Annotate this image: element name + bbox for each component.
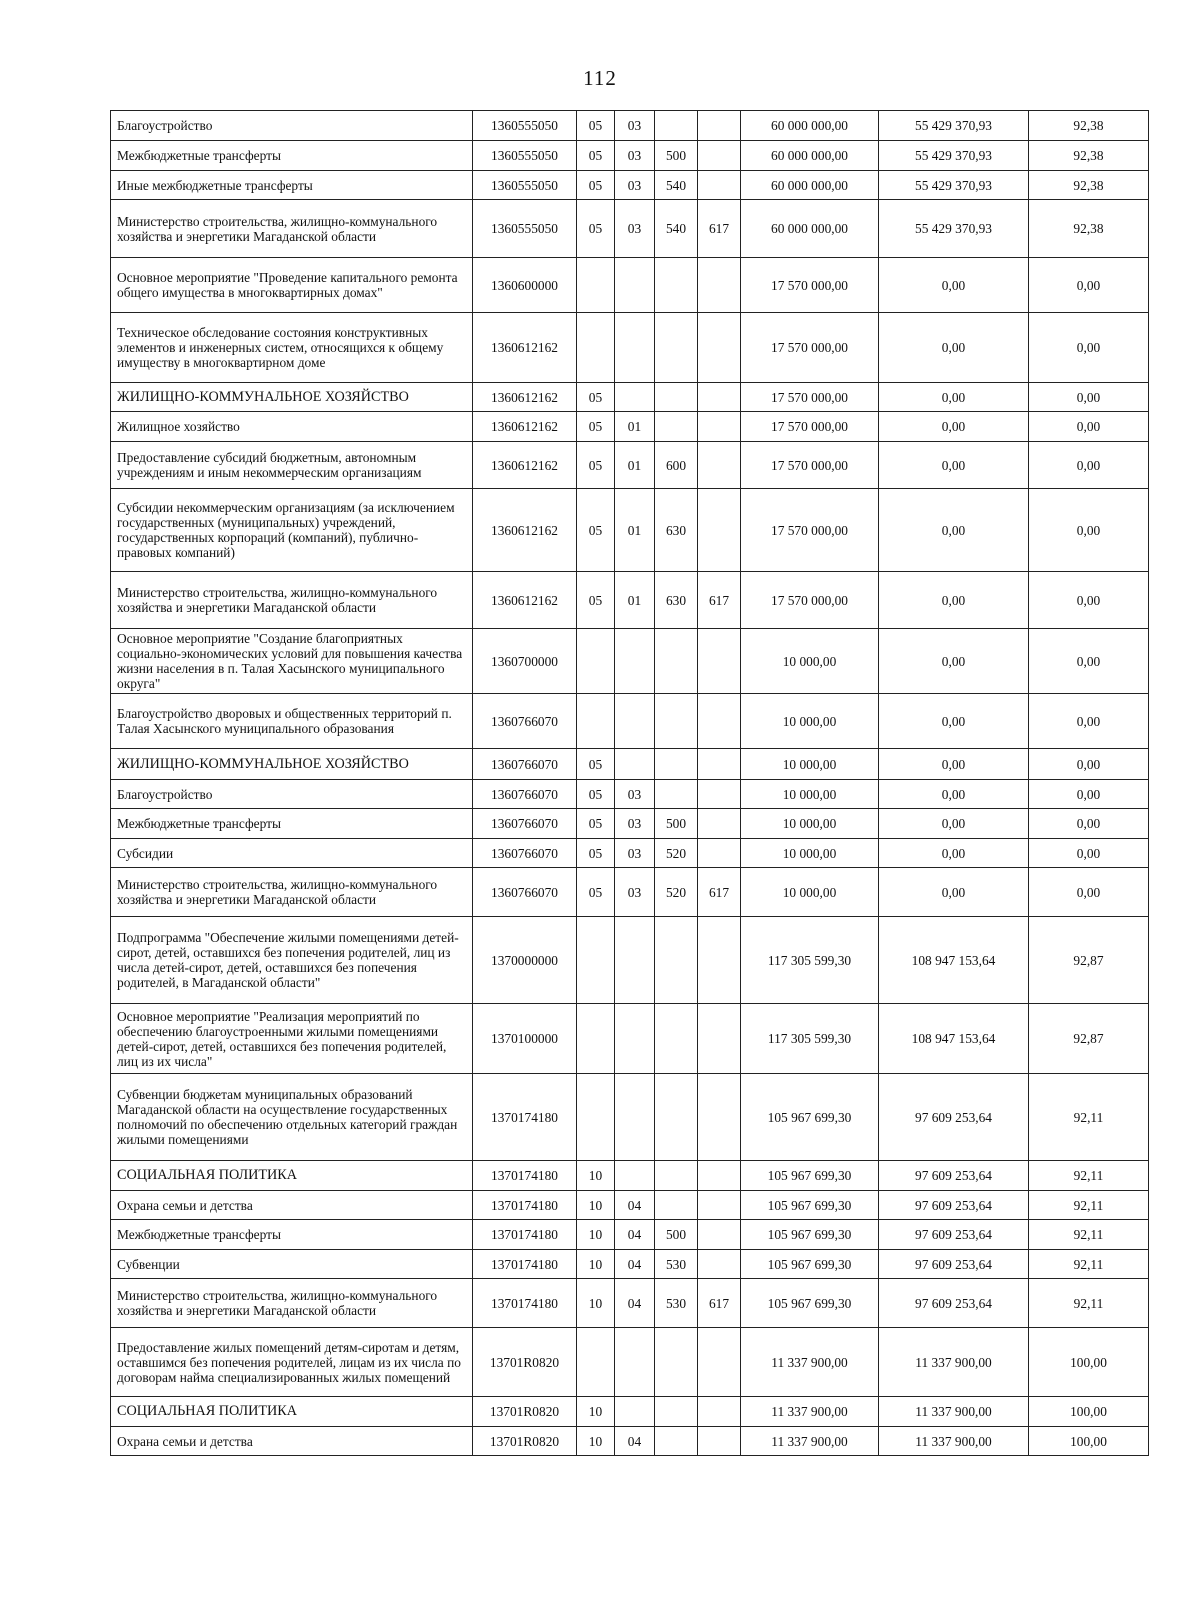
cell-vr: 500 [655,141,698,171]
table-row [111,868,1149,917]
cell-gr [698,1004,741,1074]
cell-vr [655,412,698,442]
cell-vr [655,313,698,383]
cell-gr [698,1427,741,1456]
table-row [111,171,1149,200]
table-row [111,1161,1149,1191]
cell-vr: 630 [655,489,698,572]
cell-pr: 04 [615,1279,655,1328]
cell-rz: 05 [577,442,615,489]
cell-pct: 92,87 [1029,1004,1149,1074]
cell-gr [698,629,741,694]
cell-code: 1370174180 [473,1250,577,1279]
cell-code: 1370000000 [473,917,577,1004]
cell-pr: 04 [615,1220,655,1250]
cell-gr [698,1328,741,1397]
table-row [111,780,1149,809]
cell-pct: 0,00 [1029,313,1149,383]
cell-code: 1360766070 [473,749,577,780]
cell-gr [698,917,741,1004]
cell-rz: 05 [577,868,615,917]
cell-rz: 05 [577,200,615,258]
cell-pct: 0,00 [1029,749,1149,780]
cell-code: 1360766070 [473,839,577,868]
cell-pr: 03 [615,839,655,868]
table-row [111,111,1149,141]
cell-rz [577,1004,615,1074]
cell-code: 1360612162 [473,442,577,489]
cell-fact: 97 609 253,64 [879,1279,1029,1328]
table-row [111,809,1149,839]
cell-code: 1360612162 [473,313,577,383]
cell-name: Основное мероприятие "Реализация мероприятий по обеспечению благоустроенными жилыми помещениями детей-сирот, детей, оставшихся без попечения родителей, лиц из их числа" [111,1004,473,1074]
cell-rz [577,313,615,383]
table-row [111,749,1149,780]
cell-pct: 92,11 [1029,1279,1149,1328]
cell-code: 13701R0820 [473,1427,577,1456]
cell-pr [615,917,655,1004]
cell-pr: 01 [615,489,655,572]
table-row [111,1191,1149,1220]
cell-code: 1360612162 [473,489,577,572]
cell-pr [615,313,655,383]
cell-vr [655,629,698,694]
cell-fact: 0,00 [879,572,1029,629]
cell-name: Субсидии некоммерческим организациям (за исключением государственных (муниципальных) учреждений, государственных корпораций (компаний), публично-правовых компаний) [111,489,473,572]
cell-pr: 03 [615,200,655,258]
cell-rz: 05 [577,572,615,629]
cell-pct: 0,00 [1029,868,1149,917]
cell-fact: 0,00 [879,383,1029,412]
cell-code: 1360555050 [473,141,577,171]
table-row [111,1220,1149,1250]
cell-name: ЖИЛИЩНО-КОММУНАЛЬНОЕ ХОЗЯЙСТВО [111,383,473,412]
cell-vr: 500 [655,809,698,839]
cell-name: Межбюджетные трансферты [111,141,473,171]
cell-vr [655,1161,698,1191]
page-number: 112 [583,66,617,90]
budget-execution-table [110,110,1149,1456]
cell-name: Министерство строительства, жилищно-коммунального хозяйства и энергетики Магаданской области [111,868,473,917]
cell-code: 1360766070 [473,780,577,809]
cell-gr: 617 [698,868,741,917]
cell-pct: 0,00 [1029,694,1149,749]
cell-rz: 10 [577,1220,615,1250]
cell-pct: 0,00 [1029,489,1149,572]
cell-plan: 17 570 000,00 [741,313,879,383]
cell-code: 1360766070 [473,694,577,749]
cell-fact: 11 337 900,00 [879,1427,1029,1456]
cell-code: 1360612162 [473,383,577,412]
cell-code: 1370100000 [473,1004,577,1074]
cell-gr [698,1397,741,1427]
cell-name: Благоустройство дворовых и общественных территорий п. Талая Хасынского муниципального образования [111,694,473,749]
cell-pr: 03 [615,809,655,839]
cell-pct: 92,38 [1029,141,1149,171]
cell-pr [615,383,655,412]
cell-pct: 92,38 [1029,171,1149,200]
cell-code: 1370174180 [473,1220,577,1250]
cell-fact: 55 429 370,93 [879,200,1029,258]
cell-vr [655,917,698,1004]
cell-vr: 600 [655,442,698,489]
cell-fact: 11 337 900,00 [879,1397,1029,1427]
cell-gr [698,412,741,442]
cell-rz: 05 [577,809,615,839]
cell-name: Межбюджетные трансферты [111,1220,473,1250]
cell-gr [698,809,741,839]
cell-fact: 97 609 253,64 [879,1161,1029,1191]
cell-fact: 0,00 [879,412,1029,442]
cell-pct: 92,11 [1029,1250,1149,1279]
cell-code: 1360555050 [473,171,577,200]
cell-plan: 11 337 900,00 [741,1397,879,1427]
cell-pct: 92,11 [1029,1074,1149,1161]
cell-gr [698,1161,741,1191]
cell-plan: 10 000,00 [741,839,879,868]
table-row [111,383,1149,412]
cell-plan: 105 967 699,30 [741,1074,879,1161]
cell-plan: 60 000 000,00 [741,111,879,141]
cell-fact: 97 609 253,64 [879,1074,1029,1161]
table-row [111,1279,1149,1328]
cell-pr: 01 [615,412,655,442]
table-row [111,1397,1149,1427]
cell-pr: 04 [615,1427,655,1456]
cell-code: 13701R0820 [473,1397,577,1427]
cell-plan: 10 000,00 [741,694,879,749]
cell-rz: 05 [577,141,615,171]
cell-plan: 10 000,00 [741,749,879,780]
cell-rz: 10 [577,1191,615,1220]
cell-rz [577,1328,615,1397]
table-row [111,412,1149,442]
cell-pr [615,258,655,313]
cell-name: Охрана семьи и детства [111,1427,473,1456]
cell-code: 1370174180 [473,1191,577,1220]
cell-rz: 05 [577,780,615,809]
cell-vr [655,1004,698,1074]
cell-name: Благоустройство [111,780,473,809]
cell-plan: 10 000,00 [741,809,879,839]
cell-code: 1370174180 [473,1161,577,1191]
cell-gr [698,1250,741,1279]
cell-fact: 108 947 153,64 [879,1004,1029,1074]
cell-fact: 0,00 [879,258,1029,313]
cell-plan: 117 305 599,30 [741,917,879,1004]
cell-plan: 117 305 599,30 [741,1004,879,1074]
cell-fact: 97 609 253,64 [879,1220,1029,1250]
cell-name: Основное мероприятие "Создание благоприятных социально-экономических условий для повышения качества жизни населения в п. Талая Хасынского муниципального округа" [111,629,473,694]
cell-pr [615,1397,655,1427]
cell-gr [698,313,741,383]
cell-pr [615,749,655,780]
cell-pct: 0,00 [1029,839,1149,868]
cell-vr [655,749,698,780]
cell-pr [615,1328,655,1397]
cell-gr [698,171,741,200]
cell-fact: 55 429 370,93 [879,171,1029,200]
cell-code: 1360766070 [473,809,577,839]
cell-pct: 92,11 [1029,1161,1149,1191]
cell-fact: 0,00 [879,442,1029,489]
cell-vr [655,780,698,809]
table-row [111,629,1149,694]
cell-pct: 0,00 [1029,442,1149,489]
table-row [111,1328,1149,1397]
cell-name: Жилищное хозяйство [111,412,473,442]
cell-gr: 617 [698,200,741,258]
cell-gr [698,258,741,313]
cell-pr: 03 [615,171,655,200]
cell-gr: 617 [698,572,741,629]
cell-pr: 03 [615,868,655,917]
cell-plan: 17 570 000,00 [741,258,879,313]
cell-pct: 100,00 [1029,1427,1149,1456]
cell-name: Субсидии [111,839,473,868]
table-row [111,1427,1149,1456]
cell-rz: 10 [577,1250,615,1279]
cell-rz: 05 [577,111,615,141]
cell-fact: 0,00 [879,780,1029,809]
cell-fact: 55 429 370,93 [879,111,1029,141]
cell-vr: 630 [655,572,698,629]
cell-pr: 03 [615,780,655,809]
cell-plan: 105 967 699,30 [741,1220,879,1250]
cell-plan: 10 000,00 [741,780,879,809]
cell-rz: 05 [577,489,615,572]
cell-rz: 05 [577,383,615,412]
cell-vr: 520 [655,868,698,917]
cell-pct: 92,38 [1029,200,1149,258]
table-row [111,917,1149,1004]
cell-vr: 530 [655,1250,698,1279]
table-row [111,1250,1149,1279]
cell-vr: 520 [655,839,698,868]
cell-pr: 01 [615,442,655,489]
cell-name: Межбюджетные трансферты [111,809,473,839]
cell-vr [655,383,698,412]
cell-gr [698,489,741,572]
cell-fact: 0,00 [879,629,1029,694]
cell-rz: 10 [577,1279,615,1328]
cell-plan: 105 967 699,30 [741,1279,879,1328]
cell-vr: 540 [655,171,698,200]
cell-fact: 11 337 900,00 [879,1328,1029,1397]
cell-name: Министерство строительства, жилищно-коммунального хозяйства и энергетики Магаданской области [111,572,473,629]
table-row [111,1074,1149,1161]
cell-pct: 92,38 [1029,111,1149,141]
cell-pr [615,629,655,694]
cell-fact: 55 429 370,93 [879,141,1029,171]
cell-pr: 03 [615,141,655,171]
cell-fact: 97 609 253,64 [879,1250,1029,1279]
cell-gr: 617 [698,1279,741,1328]
cell-plan: 60 000 000,00 [741,200,879,258]
cell-name: Подпрограмма "Обеспечение жилыми помещениями детей-сирот, детей, оставшихся без попечения родителей, лиц из числа детей-сирот, детей, оставшихся без попечения родителей, в Магаданской области" [111,917,473,1004]
cell-code: 1370174180 [473,1074,577,1161]
cell-code: 1370174180 [473,1279,577,1328]
cell-vr [655,1074,698,1161]
cell-plan: 11 337 900,00 [741,1427,879,1456]
cell-gr [698,780,741,809]
table-row [111,694,1149,749]
cell-vr [655,1427,698,1456]
cell-fact: 0,00 [879,749,1029,780]
table-row [111,572,1149,629]
cell-gr [698,111,741,141]
cell-fact: 0,00 [879,868,1029,917]
cell-rz: 05 [577,412,615,442]
table-row [111,141,1149,171]
cell-name: СОЦИАЛЬНАЯ ПОЛИТИКА [111,1397,473,1427]
cell-rz [577,1074,615,1161]
cell-vr [655,694,698,749]
table-row [111,839,1149,868]
cell-plan: 17 570 000,00 [741,489,879,572]
cell-code: 1360555050 [473,200,577,258]
cell-name: Охрана семьи и детства [111,1191,473,1220]
cell-name: Предоставление субсидий бюджетным, автономным учреждениям и иным некоммерческим организациям [111,442,473,489]
cell-vr [655,1191,698,1220]
cell-rz: 10 [577,1427,615,1456]
cell-vr [655,258,698,313]
cell-fact: 0,00 [879,313,1029,383]
cell-pct: 0,00 [1029,383,1149,412]
cell-fact: 0,00 [879,489,1029,572]
cell-vr: 530 [655,1279,698,1328]
cell-rz: 05 [577,839,615,868]
cell-plan: 60 000 000,00 [741,141,879,171]
cell-pct: 0,00 [1029,809,1149,839]
cell-pr [615,1074,655,1161]
cell-pct: 0,00 [1029,572,1149,629]
cell-code: 1360612162 [473,412,577,442]
cell-pct: 92,87 [1029,917,1149,1004]
cell-vr [655,1397,698,1427]
cell-plan: 17 570 000,00 [741,572,879,629]
cell-pct: 100,00 [1029,1397,1149,1427]
cell-plan: 17 570 000,00 [741,442,879,489]
cell-pr [615,694,655,749]
cell-vr: 500 [655,1220,698,1250]
cell-vr [655,1328,698,1397]
cell-code: 1360766070 [473,868,577,917]
cell-plan: 10 000,00 [741,629,879,694]
cell-pr: 03 [615,111,655,141]
table-row [111,200,1149,258]
cell-name: Субвенции бюджетам муниципальных образований Магаданской области на осуществление государственных полномочий по обеспечению отдельных категорий граждан жилыми помещениями [111,1074,473,1161]
cell-fact: 0,00 [879,839,1029,868]
cell-fact: 0,00 [879,694,1029,749]
cell-plan: 105 967 699,30 [741,1191,879,1220]
cell-plan: 17 570 000,00 [741,383,879,412]
cell-gr [698,1220,741,1250]
cell-gr [698,141,741,171]
cell-name: Министерство строительства, жилищно-коммунального хозяйства и энергетики Магаданской области [111,1279,473,1328]
table-row [111,489,1149,572]
cell-name: Субвенции [111,1250,473,1279]
cell-rz: 05 [577,171,615,200]
cell-gr [698,383,741,412]
cell-plan: 17 570 000,00 [741,412,879,442]
cell-rz [577,629,615,694]
cell-rz: 10 [577,1161,615,1191]
cell-pr: 04 [615,1250,655,1279]
cell-code: 1360600000 [473,258,577,313]
cell-gr [698,1074,741,1161]
cell-rz [577,258,615,313]
cell-pct: 92,11 [1029,1220,1149,1250]
table-row [111,258,1149,313]
cell-name: Техническое обследование состояния конструктивных элементов и инженерных систем, относящихся к общему имуществу в многоквартирном доме [111,313,473,383]
cell-rz [577,694,615,749]
cell-pct: 0,00 [1029,412,1149,442]
table-row [111,1004,1149,1074]
cell-code: 13701R0820 [473,1328,577,1397]
cell-name: Иные межбюджетные трансферты [111,171,473,200]
cell-plan: 105 967 699,30 [741,1161,879,1191]
cell-pr: 01 [615,572,655,629]
cell-pct: 0,00 [1029,629,1149,694]
cell-vr: 540 [655,200,698,258]
table-row [111,313,1149,383]
cell-pr [615,1161,655,1191]
cell-rz [577,917,615,1004]
cell-code: 1360700000 [473,629,577,694]
cell-pct: 0,00 [1029,258,1149,313]
cell-gr [698,749,741,780]
cell-fact: 97 609 253,64 [879,1191,1029,1220]
cell-name: Министерство строительства, жилищно-коммунального хозяйства и энергетики Магаданской области [111,200,473,258]
cell-fact: 108 947 153,64 [879,917,1029,1004]
cell-pct: 100,00 [1029,1328,1149,1397]
cell-fact: 0,00 [879,809,1029,839]
cell-pct: 0,00 [1029,780,1149,809]
table-row [111,442,1149,489]
cell-gr [698,694,741,749]
cell-rz: 10 [577,1397,615,1427]
cell-vr [655,111,698,141]
cell-name: Основное мероприятие "Проведение капитального ремонта общего имущества в многоквартирных домах" [111,258,473,313]
cell-plan: 60 000 000,00 [741,171,879,200]
cell-plan: 105 967 699,30 [741,1250,879,1279]
cell-gr [698,442,741,489]
cell-gr [698,839,741,868]
cell-gr [698,1191,741,1220]
cell-plan: 11 337 900,00 [741,1328,879,1397]
cell-pr [615,1004,655,1074]
cell-name: Благоустройство [111,111,473,141]
cell-rz: 05 [577,749,615,780]
cell-code: 1360612162 [473,572,577,629]
cell-pct: 92,11 [1029,1191,1149,1220]
cell-code: 1360555050 [473,111,577,141]
cell-pr: 04 [615,1191,655,1220]
cell-name: Предоставление жилых помещений детям-сиротам и детям, оставшимся без попечения родителей, лицам из их числа по договорам найма специализированных жилых помещений [111,1328,473,1397]
cell-name: СОЦИАЛЬНАЯ ПОЛИТИКА [111,1161,473,1191]
cell-plan: 10 000,00 [741,868,879,917]
cell-name: ЖИЛИЩНО-КОММУНАЛЬНОЕ ХОЗЯЙСТВО [111,749,473,780]
